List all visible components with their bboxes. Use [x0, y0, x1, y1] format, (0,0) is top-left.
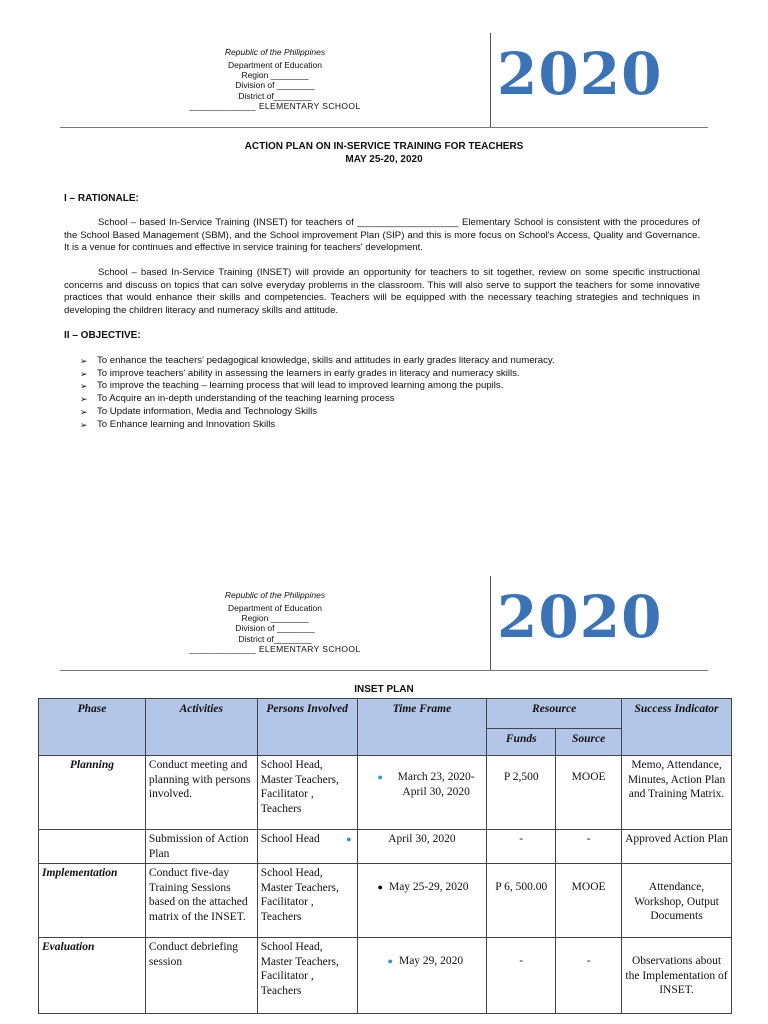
header-success-indicator: Success Indicator	[622, 699, 732, 756]
persons-cell: School Head, Master Teachers, Facilitator , Teachers	[257, 756, 357, 830]
objective-item: ➢ To Enhance learning and Innovation Skills	[80, 418, 276, 430]
header-republic: Republic of the Philippines	[224, 47, 326, 57]
objective-item: ➢ To improve the teaching – learning process that will lead to improved learning among the pupils.	[80, 380, 504, 392]
activity-cell: Submission of Action Plan	[145, 830, 257, 864]
rationale-paragraph-1: School – based In-Service Training (INSET) for teachers of ___________________ Elementary School is consistent with the procedures of the School Based Management (SBM), and the School improvement Plan (SIP) and this is more focus on School's Access, Quality and Governance. It is a venue for continues and effective in service training for teachers' development.	[64, 217, 700, 253]
phase-cell	[39, 830, 146, 864]
header2-department: Department of Education	[227, 603, 323, 613]
indicator-cell: Attendance, Workshop, Output Documents	[622, 864, 732, 938]
table-row	[39, 938, 732, 1014]
header-division: Division of ________	[235, 80, 315, 90]
header-year: 2020	[497, 40, 663, 108]
time-cell: ● May 25-29, 2020	[357, 864, 487, 938]
table-header-row	[39, 699, 732, 729]
inset-plan-title: INSET PLAN	[354, 684, 414, 695]
header-region: Region ________	[241, 70, 309, 80]
funds-cell: P 6, 500.00	[487, 864, 556, 938]
source-cell: MOOE	[556, 864, 622, 938]
objective-item: ➢ To Acquire an in-depth understanding of the teaching learning process	[80, 393, 395, 405]
bullet-icon: ●	[377, 882, 383, 892]
header-funds: Funds	[487, 729, 556, 756]
indicator-cell: Observations about the Implementation of INSET.	[622, 938, 732, 1014]
header-divider	[490, 33, 491, 127]
header2-school: _____________ ELEMENTARY SCHOOL	[189, 644, 361, 654]
header2-region: Region ________	[241, 613, 309, 623]
header2-divider	[490, 576, 491, 670]
objective-item: ➢ To improve teachers' ability in assessing the learners in early grades in literacy and numeracy skills.	[80, 367, 520, 379]
persons-cell: School Head ●	[257, 830, 357, 864]
bullet-icon: ●	[387, 956, 393, 966]
inset-plan-table	[38, 698, 732, 1014]
header-activities: Activities	[145, 699, 257, 756]
funds-cell: -	[487, 938, 556, 1014]
bullet-icon: ●	[377, 772, 383, 782]
arrow-bullet-icon: ➢	[80, 394, 88, 405]
header-phase: Phase	[39, 699, 146, 756]
phase-cell: Evaluation	[39, 938, 146, 1014]
arrow-bullet-icon: ➢	[80, 381, 88, 392]
arrow-bullet-icon: ➢	[80, 368, 88, 379]
objective-list	[80, 355, 555, 431]
table-row	[39, 756, 732, 830]
source-cell: -	[556, 938, 622, 1014]
rationale-paragraph-2: School – based In-Service Training (INSET) will provide an opportunity for teachers to sit together, review on some specific instructional concerns and discuss on topics that can solve everyday problems in the classroom. This will also serve to support the teachers for some innovative practices that would enhance their skills and competencies. Teachers will be equipped with the necessary teaching strategies and techniques in developing the children literacy and numeracy skills and attitude.	[64, 267, 700, 316]
document-title: ACTION PLAN ON IN-SERVICE TRAINING FOR TEACHERS	[244, 141, 524, 152]
persons-cell: School Head, Master Teachers, Facilitator , Teachers	[257, 864, 357, 938]
indicator-cell: Memo, Attendance, Minutes, Action Plan and Training Matrix.	[622, 756, 732, 830]
table-row	[39, 830, 732, 864]
header2-division: Division of ________	[235, 623, 315, 633]
rationale-heading: I – RATIONALE:	[64, 193, 139, 204]
objective-item: ➢ To Update information, Media and Technology Skills	[80, 405, 318, 417]
header2-year: 2020	[497, 583, 663, 651]
arrow-bullet-icon: ➢	[80, 406, 88, 417]
phase-cell: Planning	[39, 756, 146, 830]
persons-cell: School Head, Master Teachers, Facilitator , Teachers	[257, 938, 357, 1014]
phase-cell: Implementation	[39, 864, 146, 938]
source-cell: MOOE	[556, 756, 622, 830]
table-row	[39, 864, 732, 938]
objective-heading: II – OBJECTIVE:	[64, 330, 141, 341]
arrow-bullet-icon: ➢	[80, 419, 88, 430]
funds-cell: P 2,500	[487, 756, 556, 830]
time-cell: ● May 29, 2020	[357, 938, 487, 1014]
header-resource: Resource	[487, 699, 622, 729]
indicator-cell: Approved Action Plan	[622, 830, 732, 864]
header2-rule	[60, 670, 708, 671]
activity-cell: Conduct debriefing session	[145, 938, 257, 1014]
objective-item: ➢ To enhance the teachers' pedagogical knowledge, skills and attitudes in early grades literacy and numeracy.	[80, 355, 555, 366]
header2-republic: Republic of the Philippines	[224, 590, 326, 600]
time-cell: April 30, 2020	[357, 830, 487, 864]
header-source: Source	[556, 729, 622, 756]
header-persons-involved: Persons Involved	[257, 699, 357, 756]
header-school: _____________ ELEMENTARY SCHOOL	[189, 101, 361, 111]
time-cell: ● March 23, 2020- April 30, 2020	[357, 756, 487, 830]
header-time-frame: Time Frame	[357, 699, 487, 756]
bullet-icon: ●	[346, 834, 352, 844]
funds-cell: -	[487, 830, 556, 864]
header-rule	[60, 127, 708, 128]
header-department: Department of Education	[227, 60, 323, 70]
document-date: MAY 25-20, 2020	[345, 154, 423, 165]
source-cell: -	[556, 830, 622, 864]
header-district: District of________	[238, 91, 312, 101]
activity-cell: Conduct five-day Training Sessions based on the attached matrix of the INSET.	[145, 864, 257, 938]
activity-cell: Conduct meeting and planning with persons involved.	[145, 756, 257, 830]
arrow-bullet-icon: ➢	[80, 356, 88, 366]
header2-district: District of________	[238, 634, 312, 644]
